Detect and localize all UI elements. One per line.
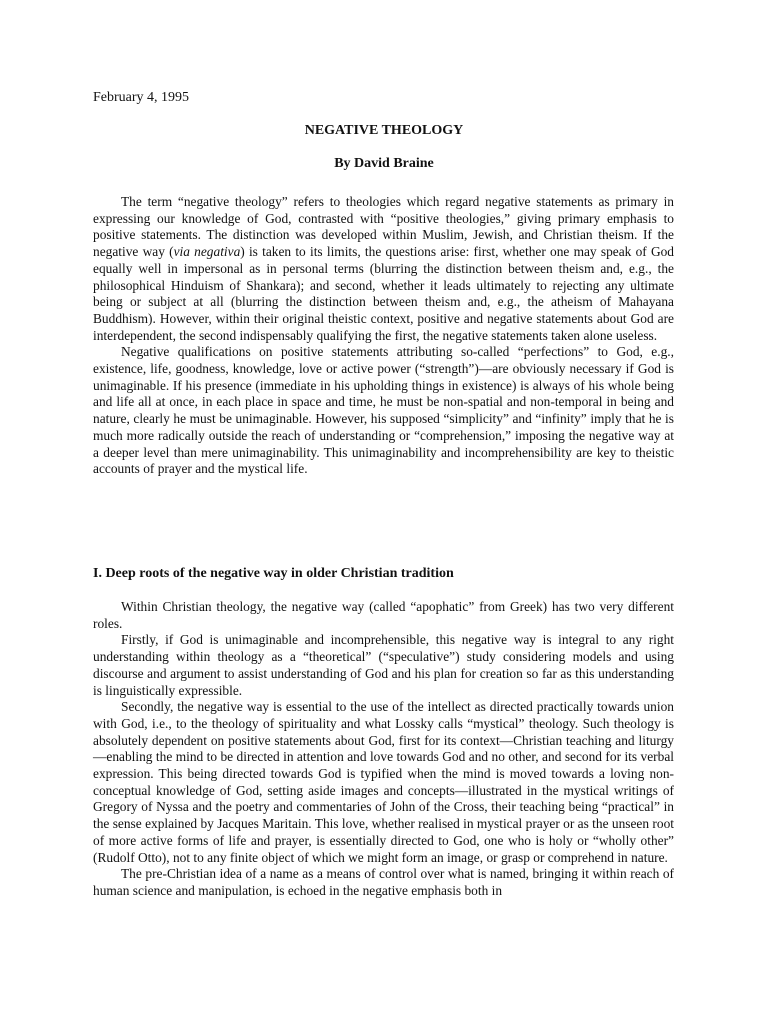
document-date: February 4, 1995 [93, 90, 190, 105]
section-heading: I. Deep roots of the negative way in older Christian tradition [93, 566, 454, 581]
intro-p1-text-a: The term “negative theology” refers to theologies which regard negative statements as primary in expressing our knowledge of God, contrasted with “positive theologies,” giving primary emphasis to positive statements. The distinction was developed within Muslim, Jewish, and Christian theism. If the negative way ( [93, 194, 674, 260]
section-paragraph-1: Within Christian theology, the negative way (called “apophatic” from Greek) has two very different roles. [93, 599, 674, 631]
intro-p1-italic-term: via negativa [173, 244, 241, 260]
document-title: NEGATIVE THEOLOGY [304, 123, 464, 138]
section-paragraph-2: Firstly, if God is unimaginable and incomprehensible, this negative way is integral to any right understanding within theology as a “theoretical” (“speculative”) study considering models and using discourse and argument to assist understanding of God and his plan for creation so far as this understanding is linguistically expressible. [93, 632, 674, 698]
section-1-body [93, 599, 674, 900]
intro-paragraph-2: Negative qualifications on positive statements attributing so-called “perfections” to God, e.g., existence, life, goodness, knowledge, love or active power (“strength”)—are obviously necessary if God is unimaginable. If his presence (immediate in his upholding things in existence) is always of his whole being and life all at once, in each place in space and time, he must be non-spatial and non-temporal in being and nature, clearly he must be unimaginable. However, his supposed “simplicity” and “infinity” imply that he is much more radically outside the reach of understanding or “comprehension,” imposing the negative way at a deeper level than mere unimaginability. This unimaginability and incomprehensibility are key to theistic accounts of prayer and the mystical life. [93, 344, 674, 477]
section-paragraph-3: Secondly, the negative way is essential to the use of the intellect as directed practically towards union with God, i.e., to the theology of spirituality and what Lossky calls “mystical” theology. Such theology is absolutely dependent on positive statements about God, first for its context—Christian teaching and liturgy—enabling the mind to be directed in attention and love towards God and no other, and second for its verbal expression. This being directed towards God is typified when the mind is moved towards a loving non-conceptual knowledge of God, setting aside images and concepts—illustrated in the mystical writings of Gregory of Nyssa and the poetry and commentaries of John of the Cross, their teaching being “practical” in the sense explained by Jacques Maritain. This love, whether realised in mystical prayer or as the unseen root of more active forms of life and prayer, is essentially directed to God, one who is holy or “wholly other” (Rudolf Otto), not to any finite object of which we might form an image, or grasp or comprehend in nature. [93, 699, 674, 865]
intro-p1-text-b: ) is taken to its limits, the questions arise: first, whether one may speak of God equally well in impersonal as in personal terms (blurring the distinction between theism and, e.g., the philosophical Hinduism of Shankara); and second, whether it leads ultimately to rejecting any ultimate being or subject at all (blurring the distinction between theism and, e.g., the atheism of Mahayana Buddhism). However, within their original theistic context, positive and negative statements about God are interdependent, the second indispensably qualifying the first, the negative statements taken alone useless. [93, 244, 675, 343]
intro-paragraph-1 [93, 194, 674, 344]
intro-section [93, 194, 674, 478]
section-paragraph-4: The pre-Christian idea of a name as a means of control over what is named, bringing it within reach of human science and manipulation, is echoed in the negative emphasis both in [93, 866, 674, 898]
document-byline: By David Braine [334, 156, 434, 171]
